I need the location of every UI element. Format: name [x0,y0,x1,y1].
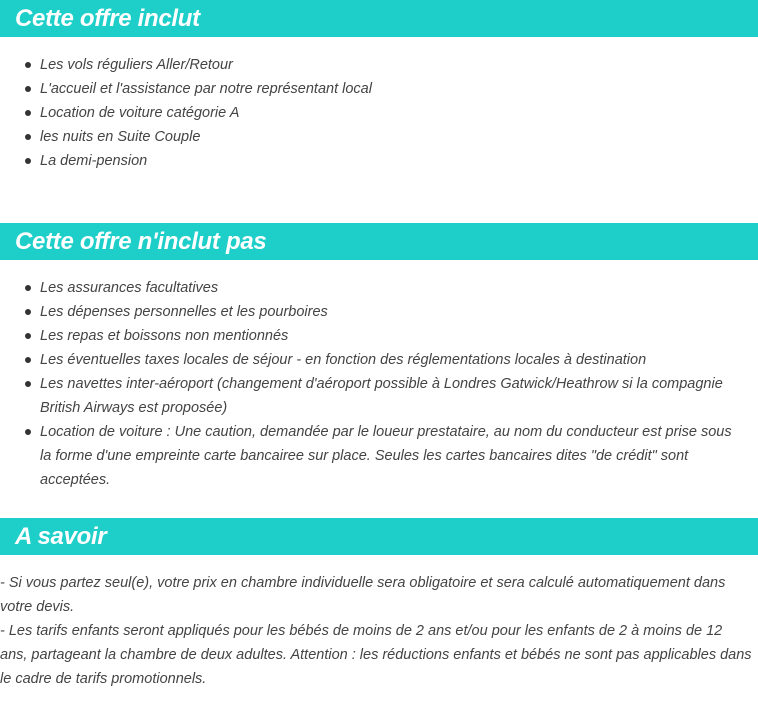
list-item [0,420,758,492]
bullet-icon [25,86,31,92]
list-item-text: Les dépenses personnelles et les pourboires [40,304,328,320]
bullet-icon [25,309,31,315]
list-item [0,77,758,101]
to-know-header: A savoir [0,518,758,555]
bullet-icon [25,357,31,363]
list-item [0,300,758,324]
bullet-icon [25,285,31,291]
list-item [0,149,758,173]
not-included-list [0,276,758,492]
list-item [0,101,758,125]
list-item [0,324,758,348]
note-paragraph: - Si vous partez seul(e), votre prix en chambre individuelle sera obligatoire et sera calculé automatiquement dans votre devis. [0,575,726,615]
not-included-header: Cette offre n'inclut pas [0,223,758,260]
included-header: Cette offre inclut [0,0,758,37]
list-item [0,276,758,300]
bullet-icon [25,110,31,116]
list-item-text: Les navettes inter-aéroport (changement d'aéroport possible à Londres Gatwick/Heathrow si la compagnie British Airways est proposée) [40,376,723,416]
list-item-text: Les vols réguliers Aller/Retour [40,57,233,73]
list-item-text: La demi-pension [40,153,148,169]
note-paragraph: - Les tarifs enfants seront appliqués pour les bébés de moins de 2 ans et/ou pour les enfants de 2 à moins de 12 ans, partageant la chambre de deux adultes. Attention : les réductions enfants et bébés ne sont pas applicables dans le cadre de tarifs promotionnels. [0,623,752,687]
to-know-notes [0,571,758,691]
list-item-text: Location de voiture : Une caution, demandée par le loueur prestataire, au nom du conducteur est prise sous la forme d'une empreinte carte bancairee sur place. Seules les cartes bancaires dites "de crédit" sont acceptées. [40,424,732,488]
bullet-icon [25,134,31,140]
list-item-text: les nuits en Suite Couple [40,129,201,145]
list-item-text: Location de voiture catégorie A [40,105,240,121]
not-included-section [0,223,758,492]
list-item-text: Les repas et boissons non mentionnés [40,328,289,344]
bullet-icon [25,333,31,339]
bullet-icon [25,158,31,164]
to-know-section [0,518,758,691]
bullet-icon [25,62,31,68]
list-item [0,348,758,372]
list-item [0,372,758,420]
list-item-text: Les éventuelles taxes locales de séjour - en fonction des réglementations locales à destination [40,352,647,368]
list-item [0,125,758,149]
included-list [0,53,758,173]
list-item [0,53,758,77]
included-section [0,0,758,173]
bullet-icon [25,429,31,435]
list-item-text: L'accueil et l'assistance par notre représentant local [40,81,372,97]
bullet-icon [25,381,31,387]
list-item-text: Les assurances facultatives [40,280,219,296]
